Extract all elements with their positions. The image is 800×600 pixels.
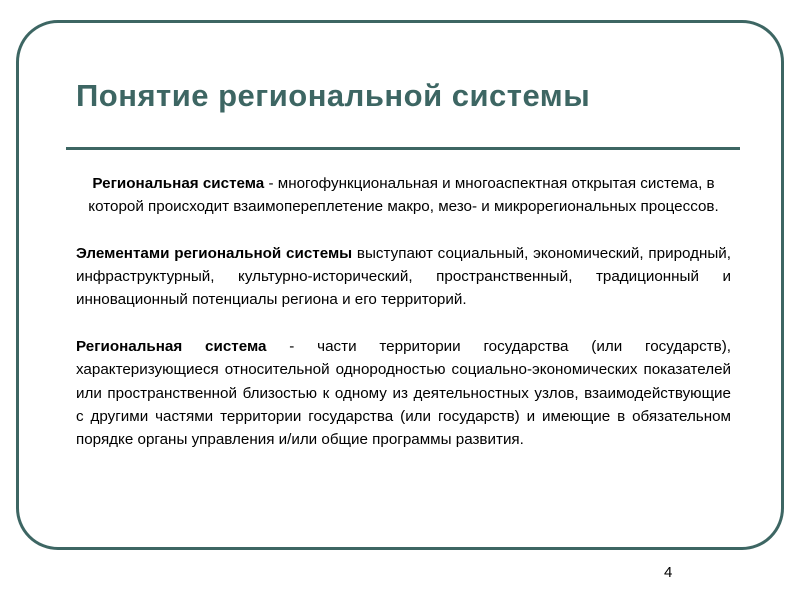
definition-term-1: Региональная система — [92, 175, 265, 192]
title-divider — [66, 147, 740, 150]
slide-body — [76, 172, 731, 452]
elements-paragraph — [76, 242, 731, 312]
paragraph-spacer — [76, 312, 731, 335]
definition-text-1: - многофункциональная и многоаспектная открытая система, в которой происходит взаимопереплетение макро, мезо- и микрорегиональных процессов. — [88, 175, 719, 216]
slide-title: Понятие региональной системы — [76, 78, 591, 113]
paragraph-spacer — [76, 219, 731, 242]
definition-term-2: Региональная система — [76, 338, 267, 356]
definition-text-2: - части территории государства (или государств), характеризующиеся относительной однородностью социально-экономических показателей или пространственной близостью к одному из деятельностных узлов, взаимодействующие с другими частями территории государства (или государств) и имеющие в обязательном порядке органы управления и/или общие программы развития. — [76, 338, 731, 449]
elements-text: выступают социальный, экономический, природный, инфраструктурный, культурно-исторический, пространственный, традиционный и инновационный потенциалы региона и его территорий. — [76, 244, 731, 309]
definition-paragraph-2 — [76, 335, 731, 451]
page-number: 4 — [664, 564, 673, 581]
elements-term: Элементами региональной системы — [76, 244, 353, 262]
definition-paragraph-1 — [76, 172, 731, 219]
